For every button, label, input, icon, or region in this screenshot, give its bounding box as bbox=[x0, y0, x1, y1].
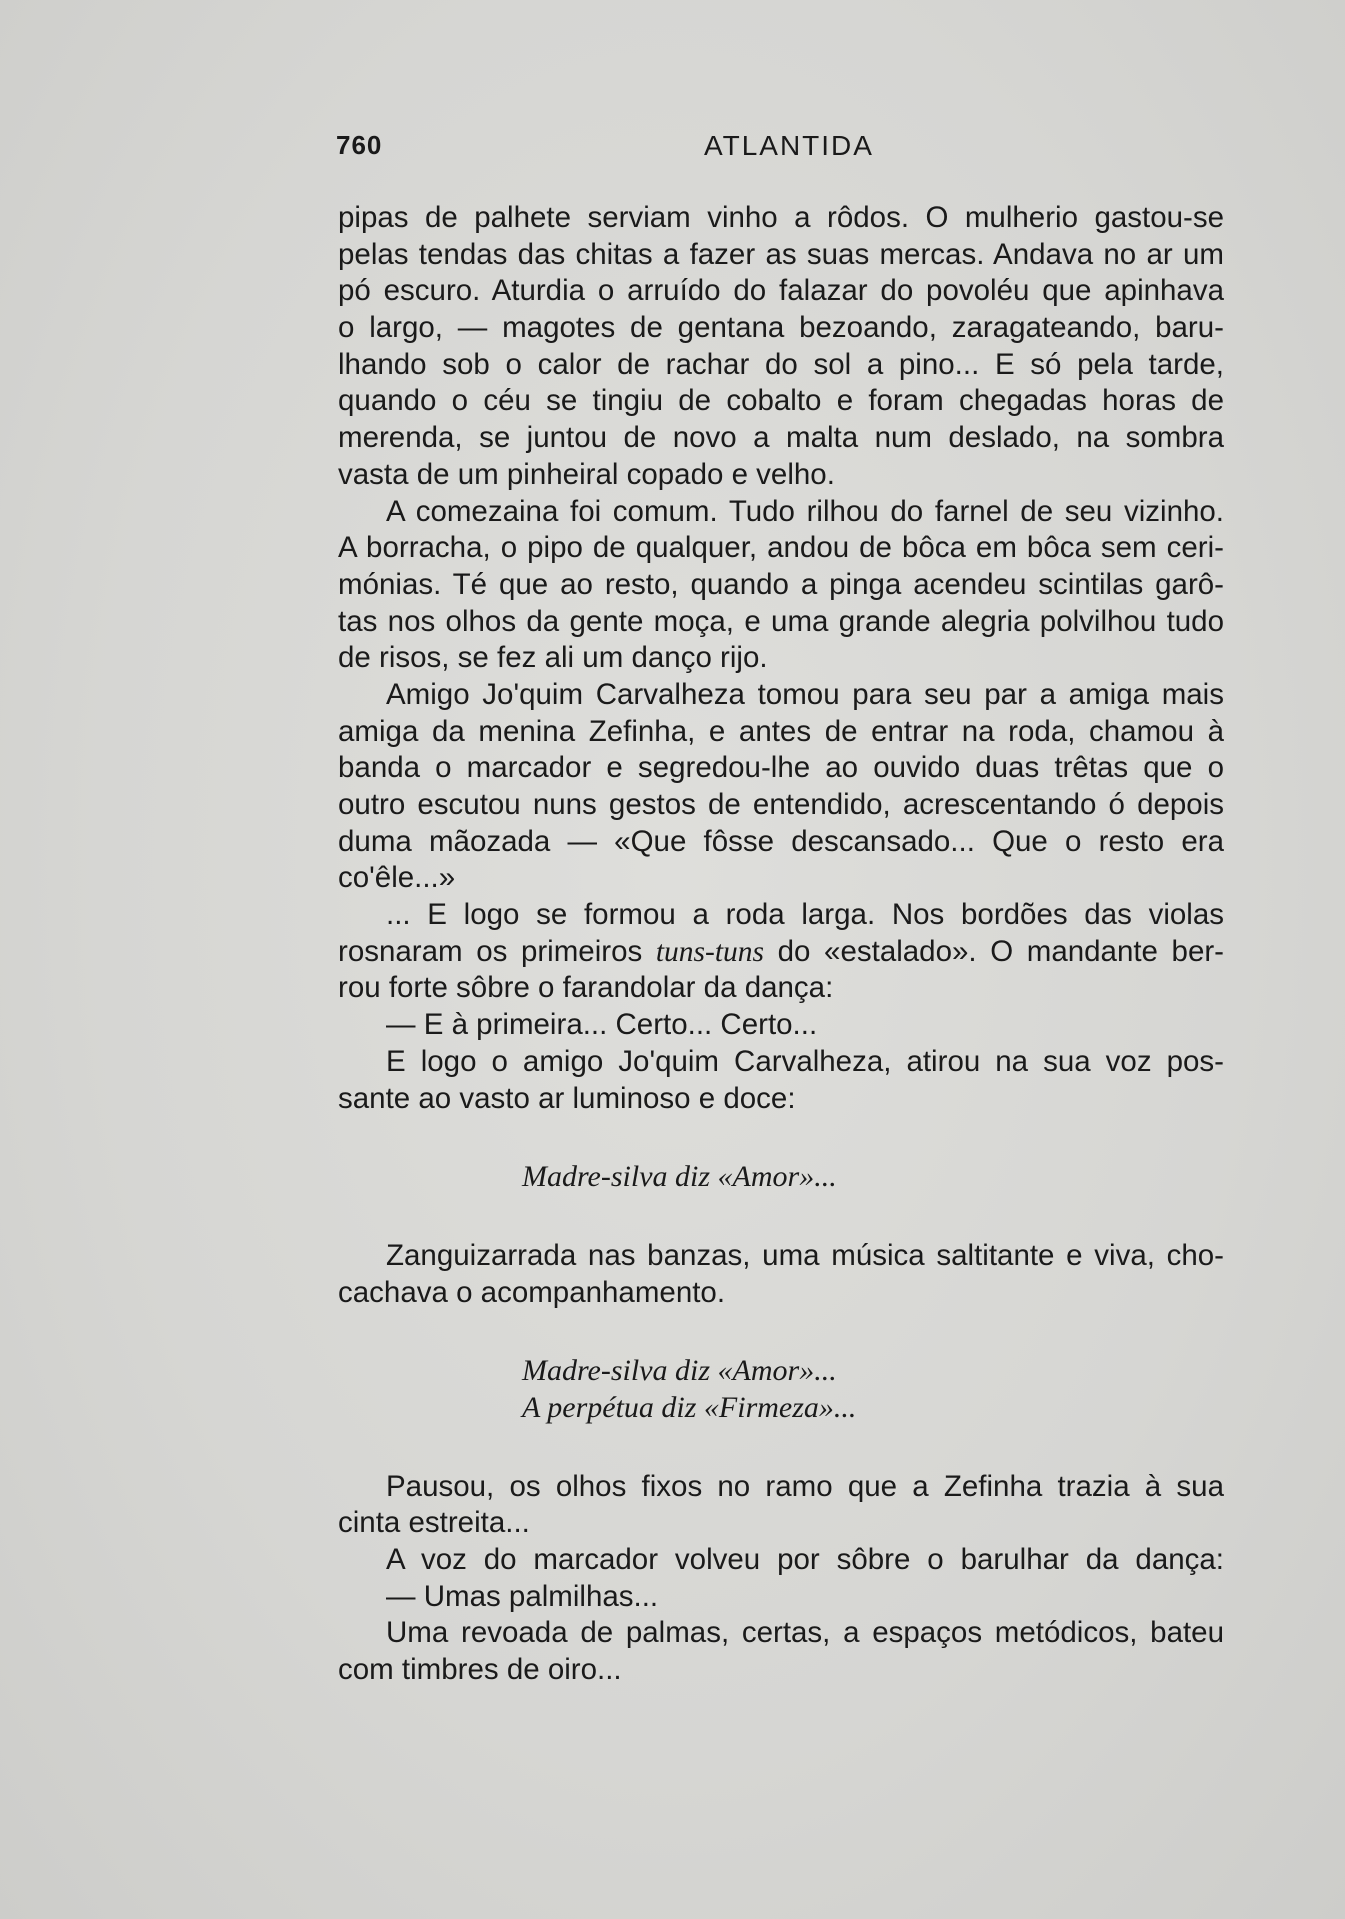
paragraph bbox=[338, 1044, 1224, 1117]
spacer bbox=[338, 1427, 1224, 1469]
text-line: pipas de palhete serviam vinho a rôdos. O mulherio gastou-se bbox=[338, 201, 1224, 234]
verse-line: Madre-silva diz «Amor»... bbox=[522, 1354, 837, 1388]
text-line: banda o marcador e segredou-lhe ao ouvido duas trêtas que o bbox=[338, 751, 1224, 785]
paragraph bbox=[338, 200, 1224, 494]
text-line: de risos, se fez ali um danço rijo. bbox=[338, 641, 768, 675]
text-line: amiga da menina Zefinha, e antes de entrar na roda, chamou à bbox=[338, 714, 1224, 748]
text-line: vasta de um pinheiral copado e velho. bbox=[338, 457, 835, 491]
text-span: do «estalado». O mandante ber- bbox=[764, 934, 1224, 968]
paragraph bbox=[338, 897, 1224, 1007]
text-line: merenda, se juntou de novo a malta num deslado, na sombra bbox=[338, 421, 1224, 455]
text-line: tas nos olhos da gente moça, e uma grande alegria polvilhou tudo bbox=[338, 604, 1224, 638]
text-line: lhando sob o calor de rachar do sol a pino... E só pela tarde, bbox=[338, 347, 1224, 381]
dialogue-line: — E à primeira... Certo... Certo... bbox=[386, 1008, 818, 1042]
verse-line: Madre-silva diz «Amor»... bbox=[522, 1160, 837, 1194]
text-line: A comezaina foi comum. Tudo rilhou do farnel de seu vizinho. bbox=[386, 494, 1224, 528]
text-line: Zanguizarrada nas banzas, uma música saltitante e viva, cho- bbox=[386, 1238, 1224, 1272]
text-line-with-italic bbox=[338, 934, 1224, 971]
text-line: Pausou, os olhos fixos no ramo que a Zefinha trazia à sua bbox=[386, 1469, 1224, 1503]
text-line: pelas tendas das chitas a fazer as suas mercas. Andava no ar um bbox=[338, 237, 1224, 271]
text-line: o largo, — magotes de gentana bezoando, zaragateando, baru- bbox=[338, 311, 1224, 345]
text-line: ... E logo se formou a roda larga. Nos bordões das violas bbox=[386, 898, 1224, 932]
text-line: outro escutou nuns gestos de entendido, acrescentando ó depois bbox=[338, 788, 1224, 821]
text-line: cinta estreita... bbox=[338, 1506, 530, 1540]
text-line: Uma revoada de palmas, certas, a espaços metódicos, bateu bbox=[386, 1616, 1224, 1650]
dialogue-line: — Umas palmilhas... bbox=[386, 1579, 659, 1613]
spacer bbox=[338, 1196, 1224, 1238]
running-title: ATLANTIDA bbox=[704, 130, 874, 161]
spacer bbox=[338, 1311, 1224, 1353]
text-line: com timbres de oiro... bbox=[338, 1653, 622, 1687]
text-line: E logo o amigo Jo'quim Carvalheza, atirou na sua voz pos- bbox=[386, 1044, 1224, 1078]
paragraph bbox=[338, 494, 1224, 677]
text-line: quando o céu se tingiu de cobalto e foram chegadas horas de bbox=[338, 384, 1224, 418]
text-line: mónias. Té que ao resto, quando a pinga acendeu scintilas garô- bbox=[338, 567, 1224, 601]
page-header bbox=[336, 130, 1226, 170]
text-line: sante ao vasto ar luminoso e doce: bbox=[338, 1081, 796, 1115]
text-line: A voz do marcador volveu por sôbre o barulhar da dança: bbox=[386, 1543, 1224, 1576]
body-text bbox=[338, 200, 1224, 1689]
paragraph bbox=[338, 1615, 1224, 1688]
spacer bbox=[338, 1117, 1224, 1159]
text-line: rou forte sôbre o farandolar da dança: bbox=[338, 971, 834, 1005]
italic-term: tuns-tuns bbox=[655, 935, 765, 968]
text-line: cachava o acompanhamento. bbox=[338, 1275, 726, 1309]
paragraph bbox=[338, 677, 1224, 897]
text-line: duma mãozada — «Que fôsse descansado... Que o resto era bbox=[338, 824, 1224, 858]
paragraph bbox=[338, 1469, 1224, 1542]
text-line: A borracha, o pipo de qualquer, andou de bôca em bôca sem ceri- bbox=[338, 531, 1224, 565]
paragraph bbox=[338, 1238, 1224, 1311]
verse-line: A perpétua diz «Firmeza»... bbox=[522, 1390, 857, 1424]
page-number: 760 bbox=[336, 130, 383, 160]
text-span: rosnaram os primeiros bbox=[338, 934, 656, 968]
text-line: pó escuro. Aturdia o arruído do falazar do povoléu que apinhava bbox=[338, 274, 1224, 308]
text-line: co'êle...» bbox=[338, 861, 456, 895]
text-line: Amigo Jo'quim Carvalheza tomou para seu par a amiga mais bbox=[386, 677, 1224, 711]
